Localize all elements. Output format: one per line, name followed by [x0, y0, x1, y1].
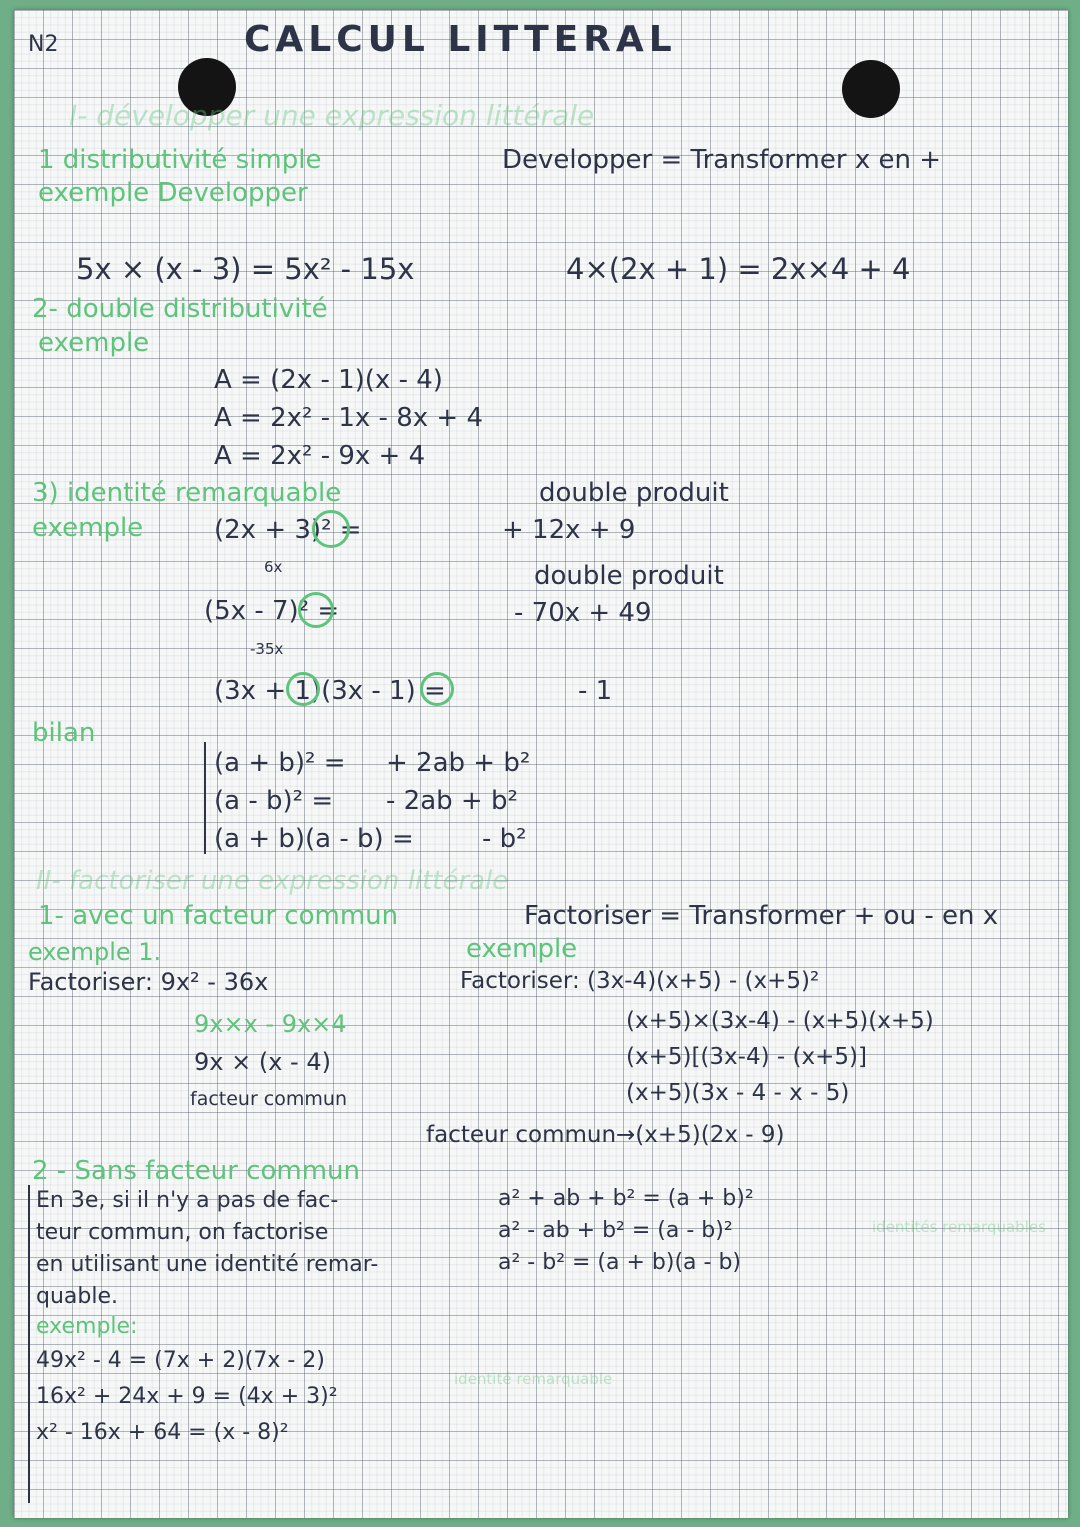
example-1-label: exemple 1. [28, 938, 162, 966]
double-dist-line-3: A = 2x² - 9x + 4 [214, 441, 426, 471]
circle-mark [286, 672, 320, 706]
no-factor-example-2: 16x² + 24x + 9 = (4x + 3)² [36, 1384, 338, 1409]
page-number: N2 [28, 32, 59, 57]
double-dist-line-1: A = (2x - 1)(x - 4) [214, 365, 443, 395]
paragraph-line-4: quable. [36, 1284, 118, 1309]
example-label-double: exemple [38, 328, 150, 358]
identity-3-right: - 1 [578, 676, 613, 706]
factor-ex2-line-3: (x+5)[(3x-4) - (x+5)] [626, 1044, 867, 1070]
identity-2-right: - 70x + 49 [514, 598, 652, 628]
subheading-common-factor: 1- avec un facteur commun [38, 901, 399, 931]
subheading-no-common-factor: 2 - Sans facteur commun [32, 1156, 360, 1186]
example-label-develop: exemple Developper [38, 178, 308, 208]
identity-2-left: (5x - 7)² = [204, 596, 340, 626]
bilan-line-3-right: - b² [482, 824, 527, 854]
identity-1-note: 6x [264, 558, 283, 576]
bilan-line-2-right: - 2ab + b² [386, 786, 518, 816]
identities-note: identités remarquables [872, 1218, 1046, 1236]
example-simple-1: 5x × (x - 3) = 5x² - 15x [76, 252, 415, 286]
bilan-bracket [204, 742, 206, 854]
factor-ex2-result: facteur commun→(x+5)(2x - 9) [426, 1122, 785, 1148]
factor-ex2-line-2: (x+5)×(3x-4) - (x+5)(x+5) [626, 1008, 934, 1034]
factor-ex2-line-4: (x+5)(3x - 4 - x - 5) [626, 1080, 850, 1106]
identity-formula-2: a² - ab + b² = (a - b)² [498, 1218, 733, 1243]
double-product-label-2: double produit [534, 561, 724, 591]
subheading-simple-distributivity: 1 distributivité simple [38, 145, 322, 175]
subheading-identites: 3) identité remarquable [32, 478, 342, 508]
example-simple-2: 4×(2x + 1) = 2x×4 + 4 [566, 252, 911, 286]
examples-note: identité remarquable [454, 1370, 613, 1388]
paragraph-line-2: teur commun, on factorise [36, 1220, 329, 1245]
bilan-label: bilan [32, 718, 96, 748]
bilan-line-2-left: (a - b)² = [214, 786, 334, 816]
page-title: CALCUL LITTERAL [244, 19, 677, 60]
identity-3-left: (3x + 1)(3x - 1) = [214, 676, 446, 706]
example-label-no-factor: exemple: [36, 1314, 138, 1339]
factor-ex2-line-1: Factoriser: (3x-4)(x+5) - (x+5)² [460, 968, 820, 994]
circle-mark [312, 510, 350, 548]
identity-formula-3: a² - b² = (a + b)(a - b) [498, 1250, 741, 1275]
double-dist-line-2: A = 2x² - 1x - 8x + 4 [214, 403, 483, 433]
section-heading-factor: II- factoriser une expression littérale [36, 866, 509, 896]
factor-ex1-line-1: Factoriser: 9x² - 36x [28, 968, 269, 996]
factor-ex1-line-2: 9x×x - 9x×4 [194, 1010, 347, 1038]
bilan-line-3-left: (a + b)(a - b) = [214, 824, 414, 854]
paragraph-line-1: En 3e, si il n'y a pas de fac- [36, 1188, 339, 1213]
example-label-identites: exemple [32, 513, 144, 543]
factor-ex1-line-3: 9x × (x - 4) [194, 1048, 331, 1076]
identity-formula-1: a² + ab + b² = (a + b)² [498, 1186, 754, 1211]
identity-1-left: (2x + 3)² = [214, 515, 362, 545]
identity-1-right: + 12x + 9 [502, 515, 636, 545]
punch-hole-right [842, 60, 900, 118]
definition-factor: Factoriser = Transformer + ou - en x [524, 901, 999, 931]
circle-mark [420, 672, 454, 706]
definition-develop: Developper = Transformer x en + [502, 145, 941, 175]
paragraph-line-3: en utilisant une identité remar- [36, 1252, 379, 1277]
section-heading-develop: I- développer une expression littérale [69, 99, 595, 132]
circle-mark [298, 592, 334, 628]
double-product-label-1: double produit [539, 478, 729, 508]
no-factor-example-3: x² - 16x + 64 = (x - 8)² [36, 1420, 289, 1445]
identity-2-note: -35x [250, 640, 284, 658]
subheading-double-distributivity: 2- double distributivité [32, 294, 328, 324]
example-2-label: exemple [466, 934, 578, 964]
no-factor-example-1: 49x² - 4 = (7x + 2)(7x - 2) [36, 1348, 325, 1373]
bilan-line-1-left: (a + b)² = [214, 748, 346, 778]
factor-ex1-note: facteur commun [190, 1088, 347, 1110]
notebook-page [14, 10, 1068, 1518]
bilan-line-1-right: + 2ab + b² [386, 748, 531, 778]
margin-bracket [28, 1185, 30, 1503]
